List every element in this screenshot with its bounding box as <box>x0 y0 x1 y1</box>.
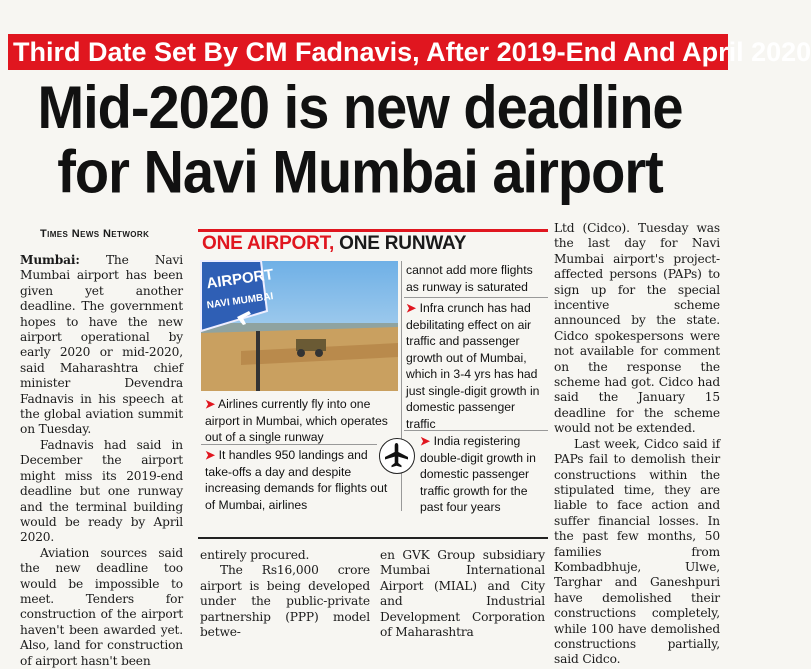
article-column-4 <box>554 221 720 668</box>
paragraph: entirely procured. <box>200 548 310 562</box>
bullet-infra: ➤ Infra crunch has had debilitating effect on air traffic and passenger growth out of Mumbai, which in 3-4 yrs has had just single-digit growth in domestic passenger traffic <box>406 301 540 431</box>
kicker-banner: Third Date Set By CM Fadnavis, After 2019-End And April 2020 <box>8 34 728 70</box>
paragraph: The Rs16,000 crore airport is being developed under the public-private partnership (PPP) model betwe- <box>200 563 370 640</box>
airplane-icon <box>379 438 415 474</box>
bullet-divider <box>404 297 548 298</box>
arrow-icon: ➤ <box>205 397 216 411</box>
paragraph: Aviation sources said the new deadline too would be impossible to meet. Tenders for construction of the airport haven't been awarded yet. Also, land for construction of airport hasn't been <box>20 545 183 668</box>
byline: Times News Network <box>40 228 150 240</box>
bullet-india: ➤ India registering double-digit growth in domestic passenger traffic growth for the past four years <box>420 434 536 514</box>
sign-text-navi-mumbai: NAVI MUMBAI <box>206 291 275 312</box>
headline-line-2: for Navi Mumbai airport <box>57 137 663 206</box>
paragraph: en GVK Group subsidiary Mumbai International Airport (MIAL) and City and Industrial Development Corporation of Maharashtra <box>380 548 545 640</box>
paragraph: Fadnavis had said in December the airport might miss its 2019-end deadline but one runway and the terminal building would be ready by April 2020. <box>20 437 183 545</box>
arrow-icon: ➤ <box>205 448 216 462</box>
bullet-divider <box>404 430 548 431</box>
info-box-title: ONE AIRPORT, ONE RUNWAY <box>202 233 467 254</box>
article-column-1 <box>20 253 183 669</box>
bullet-airlines: ➤ Airlines currently fly into one airport in Mumbai, which operates out of a single runway <box>205 397 388 444</box>
airport-sign-photo <box>201 261 398 391</box>
bullet-continued: cannot add more flights as runway is saturated <box>406 263 533 294</box>
article-column-2 <box>200 548 370 640</box>
photo-illustration <box>201 261 398 391</box>
paragraph: Ltd (Cidco). Tuesday was the last day for Navi Mumbai airport's project-affected persons (PAPs) to sign up for the special incentive scheme announced by the state. Cidco spokespersons were not available for comment on the response the scheme had got. Cidco had said the January 15 deadline for the scheme would not be extended. <box>554 221 720 436</box>
arrow-icon: ➤ <box>420 434 431 448</box>
bullet-divider <box>201 444 377 445</box>
headline <box>0 72 720 206</box>
dateline: Mumbai: <box>20 253 80 267</box>
headline-line-1: Mid-2020 is new deadline <box>37 72 683 141</box>
bullet-landings: ➤ It handles 950 landings and take-offs a day and despite increasing demands for flights out of Mumbai, airlines <box>205 448 388 512</box>
paragraph: Last week, Cidco said if PAPs fail to demolish their constructions within the stipulated time, they are liable to face action and suffer financial losses. In the past few months, 50 families from Kombadbhuje, Ulwe, Targhar and Ganeshpuri have demolished their constructions completely, while 100 have demolished constructions partially, said Cidco. <box>554 436 720 667</box>
paragraph-lead: Mumbai: The Navi Mumbai airport has been given yet another deadline. The government hopes to have the new airport operational by early 2020 or mid-2020, said Maharashtra chief minister Devendra Fadnavis in his speech at the global aviation summit on Tuesday. <box>20 253 183 437</box>
sign-text-airport: AIRPORT <box>205 266 275 293</box>
arrow-icon: ➤ <box>406 301 417 315</box>
article-column-3 <box>380 548 545 640</box>
